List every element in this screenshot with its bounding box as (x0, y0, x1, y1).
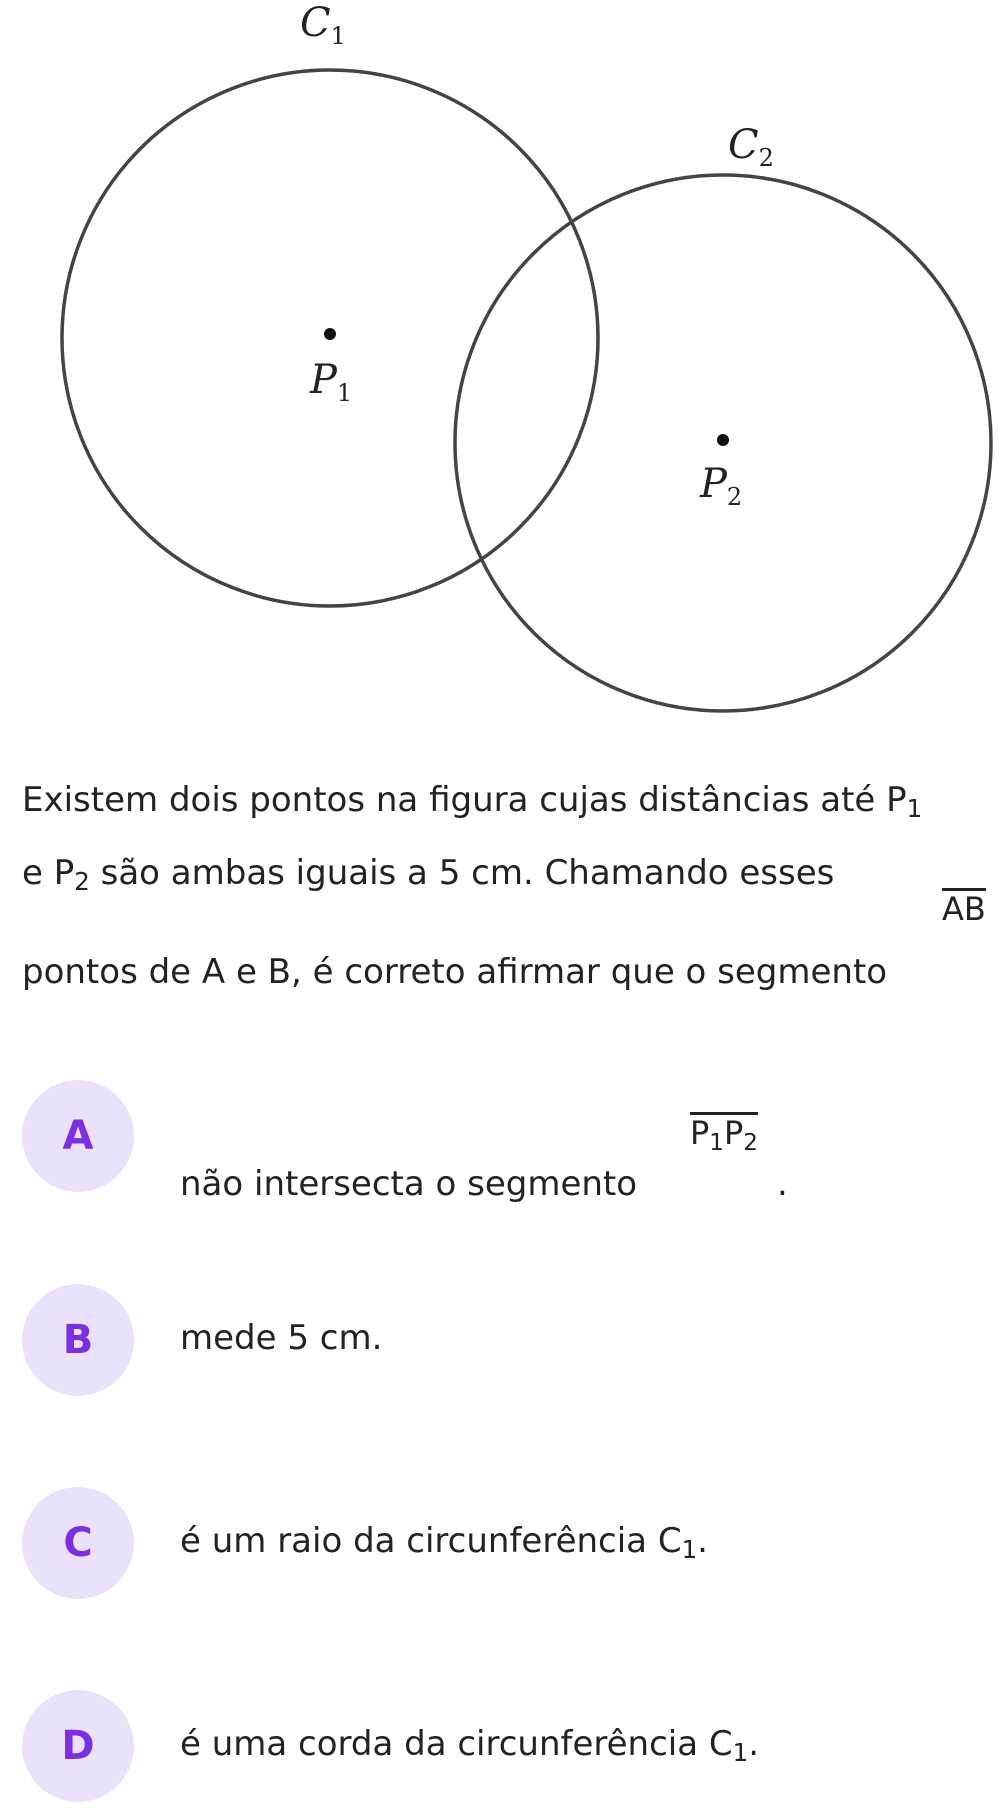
label-c1: $C_1$ (300, 0, 346, 50)
option-d[interactable] (22, 1690, 982, 1802)
label-c2: $C_2$ (728, 122, 774, 172)
option-a-badge: A (22, 1080, 134, 1192)
option-b[interactable] (22, 1284, 982, 1396)
option-a-text: não intersecta o segmento (180, 1164, 638, 1204)
option-a[interactable] (22, 1080, 982, 1204)
geometry-figure (0, 0, 1007, 720)
point-p1-dot (324, 328, 336, 340)
option-c[interactable] (22, 1487, 982, 1599)
question-line-3: pontos de A e B, é correto afirmar que o segmento (22, 952, 888, 993)
option-b-text: mede 5 cm. (180, 1318, 383, 1358)
segment-p1p2-label: $P_1P_2$ (690, 1114, 758, 1156)
option-c-badge: C (22, 1487, 134, 1599)
option-d-text: é uma corda da circunferência $C_1$. (180, 1724, 760, 1768)
option-d-badge: D (22, 1690, 134, 1802)
question-line-2: e $P_2$ são ambas iguais a 5 cm. Chamando esses (22, 853, 835, 897)
question-text (22, 768, 997, 1004)
point-p2-dot (717, 434, 729, 446)
option-b-badge: B (22, 1284, 134, 1396)
label-p2: $P_2$ (700, 461, 743, 511)
question-line-1: Existem dois pontos na figura cujas distâncias até $P_1$ (22, 780, 923, 824)
option-c-text: é um raio da circunferência $C_1$. (180, 1521, 708, 1565)
label-p1: $P_1$ (310, 357, 353, 407)
segment-ab-label: AB (942, 890, 986, 928)
option-a-suffix: . (777, 1164, 788, 1204)
